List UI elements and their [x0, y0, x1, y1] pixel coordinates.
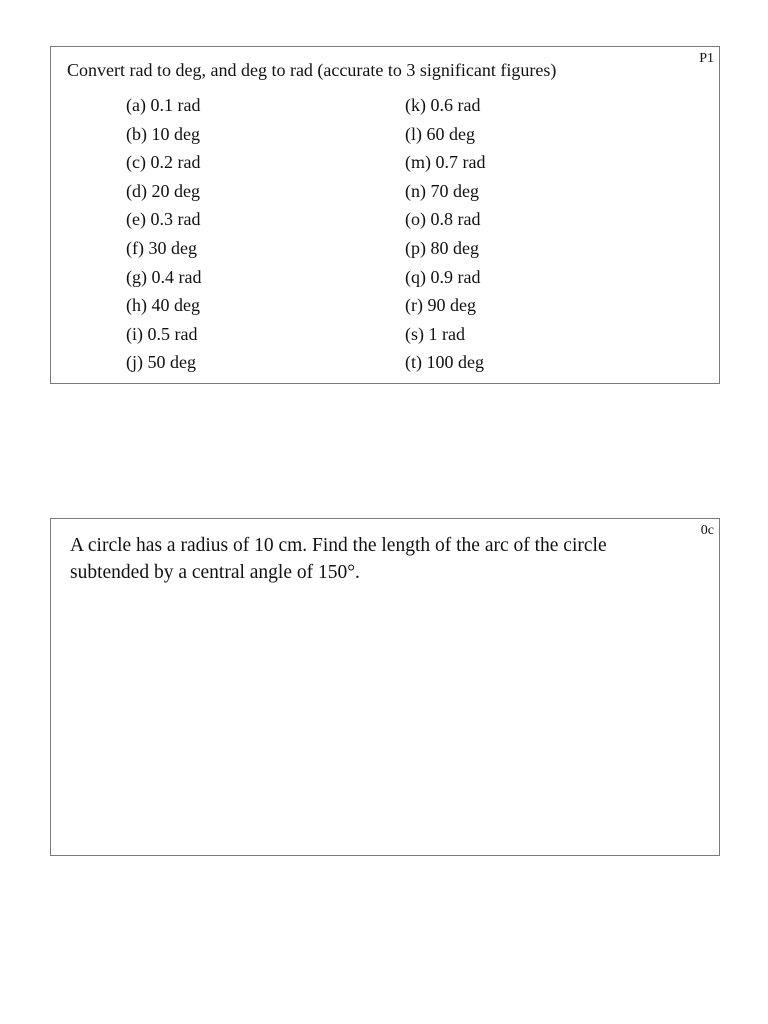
- list-item: (h) 40 deg: [126, 295, 200, 316]
- items-left-column: [126, 91, 201, 377]
- list-item: (o) 0.8 rad: [405, 209, 481, 230]
- list-item: (m) 0.7 rad: [405, 152, 486, 173]
- list-item: (r) 90 deg: [405, 295, 476, 316]
- list-item: (d) 20 deg: [126, 180, 200, 201]
- items-right-column: [405, 91, 485, 377]
- list-item: (b) 10 deg: [126, 123, 200, 144]
- list-item: (l) 60 deg: [405, 123, 475, 144]
- list-item: (a) 0.1 rad: [126, 95, 201, 115]
- list-item: (g) 0.4 rad: [126, 266, 202, 287]
- list-item: (t) 100 deg: [405, 352, 484, 373]
- list-item: (q) 0.9 rad: [405, 266, 481, 287]
- list-item: (s) 1 rad: [405, 323, 465, 344]
- card-id: P1: [699, 51, 714, 66]
- list-item: (k) 0.6 rad: [405, 95, 481, 115]
- card-title: Convert rad to deg, and deg to rad (accurate to 3 significant figures): [67, 60, 557, 80]
- list-item: (e) 0.3 rad: [126, 209, 201, 230]
- card-id: 0c: [700, 523, 714, 538]
- list-item: (j) 50 deg: [126, 352, 196, 373]
- list-item: (i) 0.5 rad: [126, 323, 198, 344]
- list-item: (p) 80 deg: [405, 237, 479, 258]
- question-text: A circle has a radius of 10 cm. Find the length of the arc of the circle subtended by a central angle of 150°.: [70, 535, 607, 583]
- arc-length-card: [50, 518, 720, 856]
- conversion-card: [50, 46, 720, 384]
- list-item: (c) 0.2 rad: [126, 152, 201, 173]
- list-item: (n) 70 deg: [405, 180, 479, 201]
- list-item: (f) 30 deg: [126, 237, 197, 258]
